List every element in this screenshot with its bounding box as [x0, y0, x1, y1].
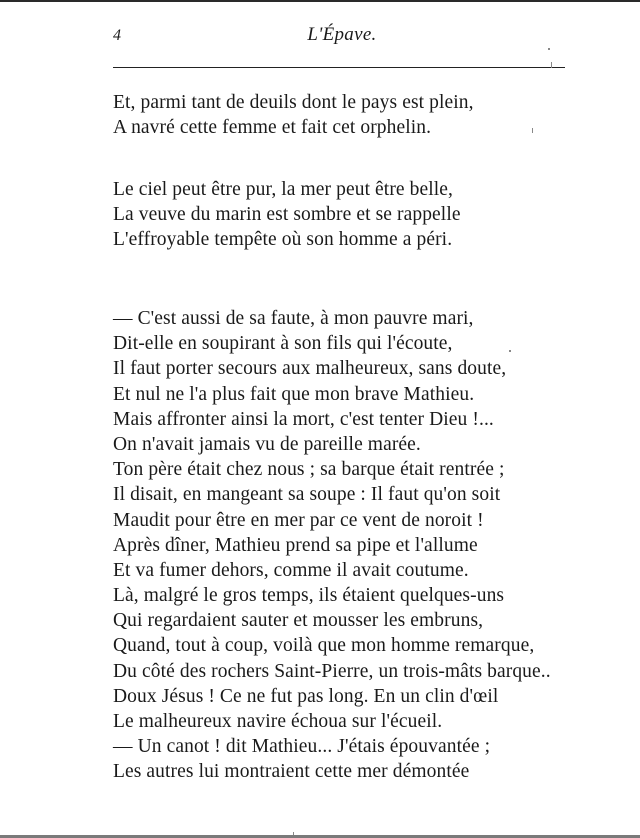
verse-line: — Un canot ! dit Mathieu... J'étais épouvantée ;: [113, 736, 491, 758]
verse-line: Les autres lui montraient cette mer démontée: [113, 761, 470, 783]
verse-line: Qui regardaient sauter et mousser les embruns,: [113, 610, 484, 632]
verse-line: Le malheureux navire échoua sur l'écueil.: [113, 711, 443, 732]
verse-line: Ton père était chez nous ; sa barque était rentrée ;: [113, 459, 505, 481]
running-title: L'Épave.: [307, 24, 377, 45]
verse-line: Il faut porter secours aux malheureux, sans doute,: [113, 358, 507, 380]
verse-line: Et nul ne l'a plus fait que mon brave Mathieu.: [113, 383, 475, 405]
scan-speck: [509, 350, 511, 352]
scan-speck: [548, 48, 550, 50]
verse-line: Maudit pour être en mer par ce vent de noroit !: [113, 509, 484, 531]
verse-line: Mais affronter ainsi la mort, c'est tenter Dieu !...: [113, 408, 494, 430]
verse-line: L'effroyable tempête où son homme a péri.: [113, 229, 453, 251]
scan-speck: [551, 62, 552, 68]
verse-line: Dit-elle en soupirant à son fils qui l'écoute,: [113, 333, 453, 355]
verse-line: Du côté des rochers Saint-Pierre, un trois-mâts barque..: [113, 660, 551, 682]
verse-line: Il disait, en mangeant sa soupe : Il faut qu'on soit: [113, 484, 501, 506]
verse-line: Doux Jésus ! Ce ne fut pas long. En un clin d'œil: [113, 685, 499, 707]
stanza-1: [113, 90, 593, 140]
verse-line: Après dîner, Mathieu prend sa pipe et l'allume: [113, 534, 478, 556]
header-rule: [113, 67, 565, 68]
verse-line: Le ciel peut être pur, la mer peut être belle,: [113, 179, 454, 200]
verse-line: On n'avait jamais vu de pareille marée.: [113, 433, 421, 455]
verse-line: La veuve du marin est sombre et se rappelle: [113, 204, 461, 226]
stanza-3: [113, 306, 593, 785]
verse-line: Et, parmi tant de deuils dont le pays est plein,: [113, 92, 474, 113]
scan-speck: [532, 128, 533, 133]
verse-line: Quand, tout à coup, voilà que mon homme remarque,: [113, 635, 535, 657]
verse-line: — C'est aussi de sa faute, à mon pauvre mari,: [113, 308, 474, 329]
stanza-2: [113, 177, 593, 253]
page-number: 4: [113, 27, 121, 44]
verse-line: Et va fumer dehors, comme il avait coutume.: [113, 559, 469, 581]
verse-line: A navré cette femme et fait cet orphelin.: [113, 117, 432, 139]
page-top-border: [0, 0, 640, 2]
verse-line: Là, malgré le gros temps, ils étaient quelques-uns: [113, 585, 505, 607]
